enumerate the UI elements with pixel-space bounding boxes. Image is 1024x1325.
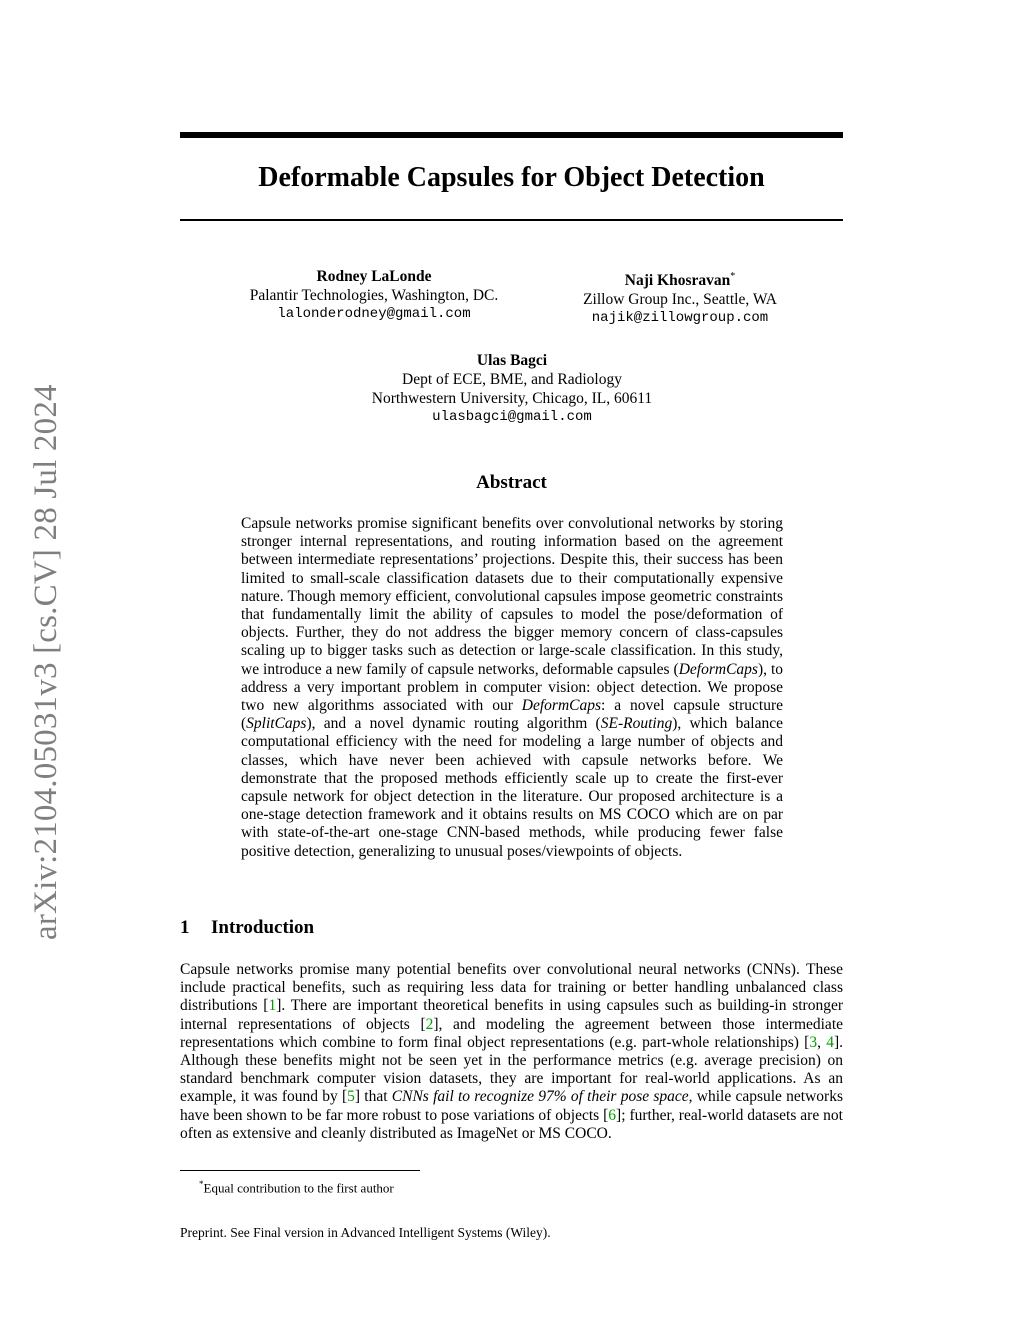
author-name: Naji Khosravan bbox=[624, 272, 731, 290]
author-affiliation: Zillow Group Inc., Seattle, WA bbox=[583, 291, 777, 309]
author-email[interactable]: ulasbagci@gmail.com bbox=[432, 409, 592, 425]
text-run: ]. There are important theoretical benefits in using capsules such as building-in stronger internal representations of objects [ bbox=[180, 997, 843, 1033]
citation-link[interactable]: 5 bbox=[347, 1088, 355, 1106]
text-run: Capsule networks promise significant benefits over convolutional networks by storing stronger internal representations, and routing information based on the agreement between intermediate representations’ projections. Despite this, their success has been limited to small-scale classification datasets due to their computationally expensive nature. Though memory efficient, convolutional capsules impose geometric constraints that fundamentally limit the ability of capsules to model the pose/deformation of objects. Further, they do not address the bigger memory concern of class-capsules scaling up to bigger tasks such as detection or large-scale classification. In this study, we introduce a new family of capsule networks, deformable capsules ( bbox=[241, 515, 783, 678]
citation-link[interactable]: 1 bbox=[268, 997, 277, 1015]
author-block bbox=[312, 351, 712, 427]
abstract-body bbox=[241, 515, 783, 861]
footnote-text: Equal contribution to the first author bbox=[203, 1180, 394, 1196]
citation-link[interactable]: 2 bbox=[425, 1015, 434, 1033]
author-affiliation: Northwestern University, Chicago, IL, 60611 bbox=[371, 390, 653, 407]
author-email[interactable]: lalonderodney@gmail.com bbox=[277, 306, 471, 322]
footnote bbox=[199, 1176, 394, 1196]
citation-link[interactable]: 6 bbox=[608, 1106, 617, 1124]
footnote-rule bbox=[180, 1170, 420, 1171]
italic-term: DeformCaps bbox=[521, 697, 602, 715]
author-name: Rodney LaLonde bbox=[316, 268, 432, 285]
text-run: ), to address a very important problem in computer vision: object detection. We propose two new algorithms associated with our bbox=[241, 660, 784, 715]
abstract-heading: Abstract bbox=[476, 472, 547, 493]
author-name: Ulas Bagci bbox=[476, 352, 548, 369]
section-title: Introduction bbox=[211, 917, 315, 938]
introduction-body bbox=[180, 961, 843, 1143]
text-run: , bbox=[817, 1033, 827, 1051]
footnote-mark: * bbox=[199, 1179, 204, 1189]
title-top-rule bbox=[180, 132, 843, 138]
italic-term: CNNs fail to recognize 97% of their pose space bbox=[391, 1088, 689, 1106]
author-block bbox=[540, 267, 820, 328]
author-block bbox=[214, 267, 534, 324]
text-run: ]; further, real-world datasets are not often as extensive and cleanly distributed as ImageNet or MS COCO. bbox=[180, 1106, 843, 1142]
paper-title: Deformable Capsules for Object Detection bbox=[258, 162, 765, 193]
section-number: 1 bbox=[180, 917, 190, 938]
title-bottom-rule bbox=[180, 219, 843, 221]
author-affiliation: Dept of ECE, BME, and Radiology bbox=[402, 371, 622, 388]
text-run: : a novel capsule structure ( bbox=[241, 697, 783, 733]
text-run: ]. Although these benefits might not be seen yet in the performance metrics (e.g. average precision) on standard benchmark computer vision datasets, they are important for real-world applications. As an example, it was found by [ bbox=[180, 1033, 843, 1106]
section-heading bbox=[180, 917, 314, 939]
text-run: Capsule networks promise many potential benefits over convolutional neural networks (CNNs). These include practical benefits, such as requiring less data for training or better handling unbalanced class distributions [ bbox=[180, 961, 843, 1015]
text-run: , while capsule networks have been shown to be far more robust to pose variations of objects [ bbox=[180, 1088, 843, 1124]
text-run: ] that bbox=[354, 1088, 392, 1106]
author-email[interactable]: najik@zillowgroup.com bbox=[591, 310, 769, 327]
text-run: ), which balance computational efficiency with the need for modeling a large number of objects and classes, which have never been achieved with capsule networks before. We demonstrate that the proposed methods efficiently scale up to create the first-ever capsule network for object detection in the literature. Our proposed architecture is a one-stage detection framework and it obtains results on MS COCO which are on par with state-of-the-art one-stage CNN-based methods, while producing fewer false positive detection, generalizing to unusual poses/viewpoints of objects. bbox=[241, 715, 783, 860]
italic-term: SE-Routing bbox=[600, 715, 673, 733]
italic-term: SplitCaps bbox=[246, 715, 307, 733]
italic-term: DeformCaps bbox=[678, 660, 758, 678]
author-affiliation: Palantir Technologies, Washington, DC. bbox=[249, 287, 499, 304]
preprint-note: Preprint. See Final version in Advanced Intelligent Systems (Wiley). bbox=[180, 1225, 551, 1240]
equal-contribution-mark: * bbox=[730, 271, 736, 282]
author-name-line bbox=[540, 267, 820, 290]
citation-link[interactable]: 4 bbox=[826, 1033, 834, 1051]
citation-link[interactable]: 3 bbox=[809, 1033, 818, 1051]
text-run: ), and a novel dynamic routing algorithm ( bbox=[306, 715, 601, 733]
text-run: ], and modeling the agreement between those intermediate representations which combine to form final object representations (e.g. part-whole relationships) [ bbox=[180, 1015, 843, 1051]
arxiv-identifier-stamp: arXiv:2104.05031v3 [cs.CV] 28 Jul 2024 bbox=[28, 384, 64, 940]
